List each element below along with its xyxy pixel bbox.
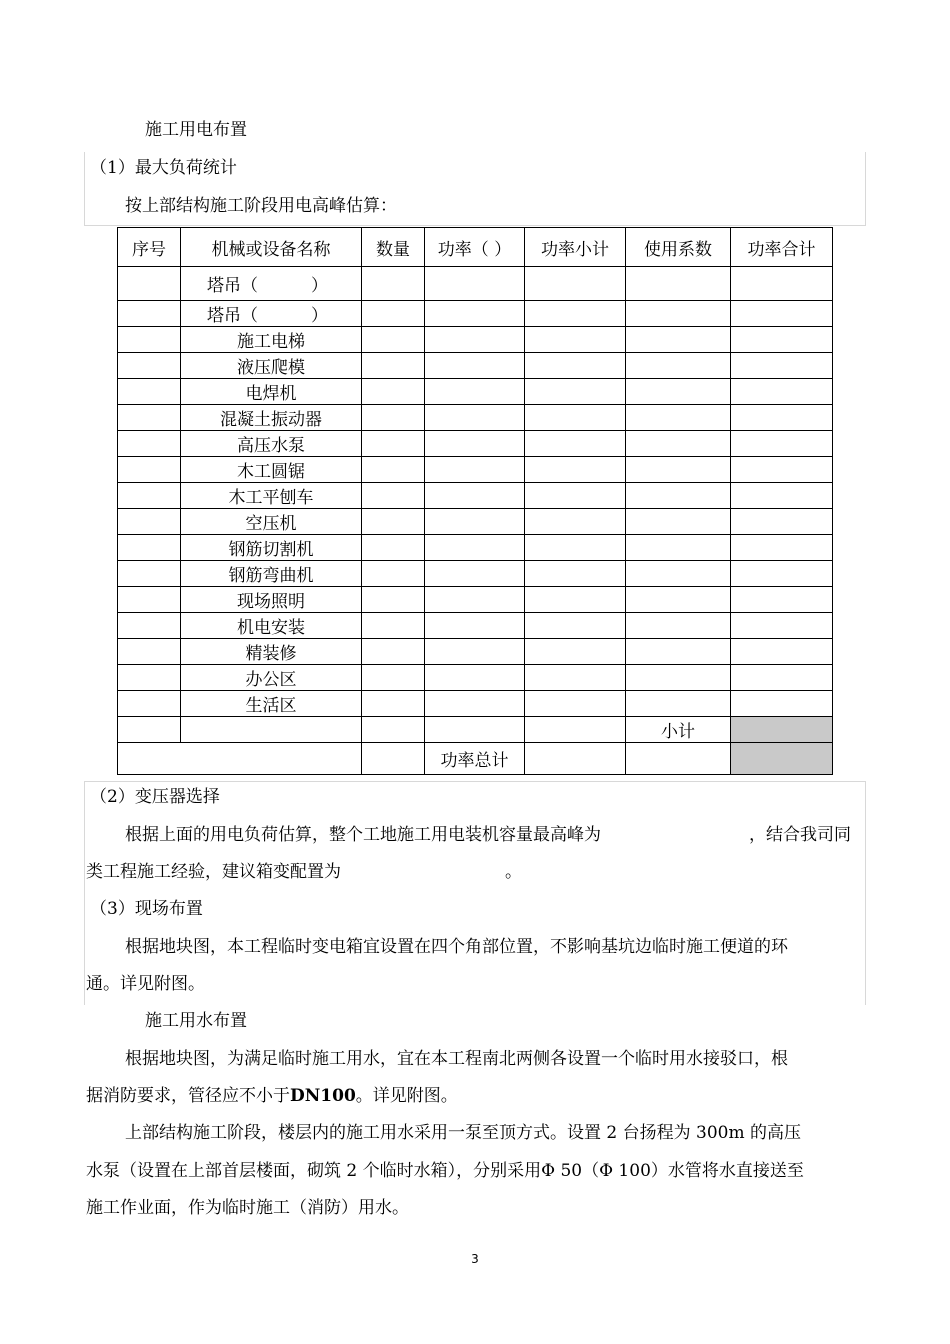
equipment-name-cell: 现场照明 bbox=[181, 587, 362, 613]
sub3-title: （3）现场布置 bbox=[90, 899, 203, 919]
equipment-name-cell: 办公区 bbox=[181, 665, 362, 691]
subtotal-row bbox=[118, 717, 833, 743]
water-para1-line2: 据消防要求，管径应不小于DN100。详见附图。 bbox=[86, 1086, 458, 1106]
table-row bbox=[118, 379, 833, 405]
equipment-name-cell: 塔吊（ ） bbox=[181, 301, 362, 327]
equipment-name-cell: 精装修 bbox=[181, 639, 362, 665]
table-row bbox=[118, 639, 833, 665]
table-row bbox=[118, 431, 833, 457]
equipment-name-cell: 木工平刨车 bbox=[181, 483, 362, 509]
section-water-title: 施工用水布置 bbox=[145, 1011, 247, 1031]
table-row bbox=[118, 691, 833, 717]
table-row bbox=[118, 561, 833, 587]
section-power-title: 施工用电布置 bbox=[145, 120, 247, 140]
equipment-name-cell: 机电安装 bbox=[181, 613, 362, 639]
table-row bbox=[118, 665, 833, 691]
equipment-name-cell: 混凝土振动器 bbox=[181, 405, 362, 431]
pipe-spec: DN100 bbox=[290, 1086, 356, 1106]
sub2-para-line1-b: ，结合我司同 bbox=[749, 825, 851, 845]
sub3-para-line1: 根据地块图，本工程临时变电箱宜设置在四个角部位置，不影响基坑边临时施工便道的环 bbox=[125, 937, 788, 957]
equipment-name-cell: 高压水泵 bbox=[181, 431, 362, 457]
table-row bbox=[118, 353, 833, 379]
subtotal-value-cell bbox=[731, 717, 833, 743]
header-cell: 功率小计 bbox=[525, 228, 626, 267]
table-row bbox=[118, 327, 833, 353]
table-header-row bbox=[118, 228, 833, 267]
equipment-name-cell: 空压机 bbox=[181, 509, 362, 535]
table-row bbox=[118, 509, 833, 535]
equipment-name-cell: 电焊机 bbox=[181, 379, 362, 405]
sub2-title: （2）变压器选择 bbox=[90, 787, 220, 807]
equipment-name-cell: 液压爬模 bbox=[181, 353, 362, 379]
load-table bbox=[117, 227, 833, 775]
grand-total-label: 功率总计 bbox=[425, 743, 525, 775]
equipment-name-cell: 钢筋切割机 bbox=[181, 535, 362, 561]
header-cell: 序号 bbox=[118, 228, 181, 267]
table-row bbox=[118, 405, 833, 431]
table-row bbox=[118, 613, 833, 639]
water-para2-line2: 水泵（设置在上部首层楼面，砌筑 2 个临时水箱），分别采用Φ 50（Φ 100）水管将水直接送至 bbox=[86, 1161, 804, 1181]
water-para2-line1: 上部结构施工阶段，楼层内的施工用水采用一泵至顶方式。设置 2 台扬程为 300m 的高压 bbox=[125, 1123, 801, 1143]
subtotal-label: 小计 bbox=[626, 717, 731, 743]
header-cell: 数量 bbox=[362, 228, 425, 267]
equipment-name-cell: 塔吊（ ） bbox=[181, 267, 362, 301]
table-row bbox=[118, 535, 833, 561]
sub2-para-line2-b: 。 bbox=[505, 862, 522, 882]
water-para1-line1: 根据地块图，为满足临时施工用水，宜在本工程南北两侧各设置一个临时用水接驳口，根 bbox=[125, 1049, 788, 1069]
water-para2-line3: 施工作业面，作为临时施工（消防）用水。 bbox=[86, 1198, 409, 1218]
table-row bbox=[118, 483, 833, 509]
sub3-para-line2: 通。详见附图。 bbox=[86, 974, 205, 994]
header-cell: 功率合计 bbox=[731, 228, 833, 267]
grand-total-value-cell bbox=[731, 743, 833, 775]
equipment-name-cell: 木工圆锯 bbox=[181, 457, 362, 483]
sub2-para-line1-a: 根据上面的用电负荷估算，整个工地施工用电装机容量最高峰为 bbox=[125, 825, 601, 845]
table-row bbox=[118, 587, 833, 613]
equipment-name-cell: 生活区 bbox=[181, 691, 362, 717]
grand-total-row bbox=[118, 743, 833, 775]
sub2-para-line2-a: 类工程施工经验，建议箱变配置为 bbox=[86, 862, 341, 882]
table-row bbox=[118, 267, 833, 301]
sub1-title: （1）最大负荷统计 bbox=[90, 158, 237, 178]
page-number: 3 bbox=[471, 1252, 479, 1266]
table-row bbox=[118, 457, 833, 483]
header-cell: 机械或设备名称 bbox=[181, 228, 362, 267]
table-row bbox=[118, 301, 833, 327]
equipment-name-cell: 钢筋弯曲机 bbox=[181, 561, 362, 587]
header-cell: 使用系数 bbox=[626, 228, 731, 267]
header-cell: 功率（ ） bbox=[425, 228, 525, 267]
equipment-name-cell: 施工电梯 bbox=[181, 327, 362, 353]
sub1-intro: 按上部结构施工阶段用电高峰估算： bbox=[125, 196, 397, 216]
